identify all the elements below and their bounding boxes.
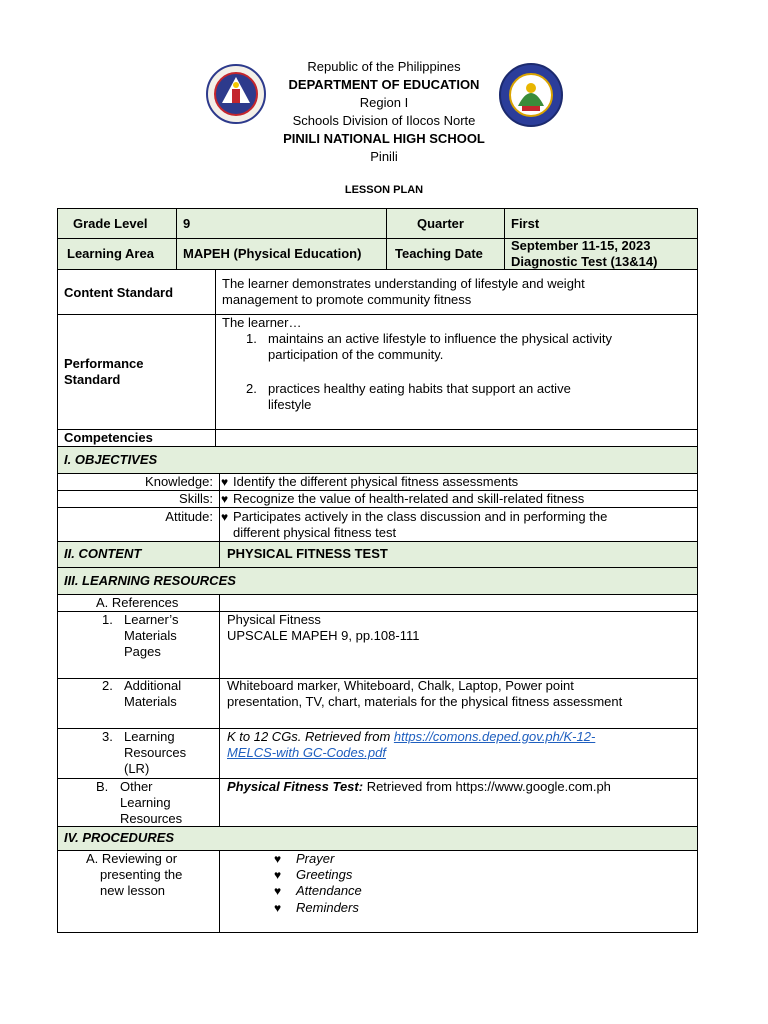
other-text-bold: Physical Fitness Test: [227, 779, 364, 794]
lr-link-1[interactable]: https://comons.deped.gov.ph/K-12- [393, 729, 596, 744]
procedure-a-label-3: new lesson [100, 883, 166, 898]
document-title: LESSON PLAN [344, 184, 424, 196]
header-region: Region I [359, 95, 409, 110]
other-text-rest: Retrieved from https://www.google.com.ph [363, 779, 611, 794]
lr-text-line-1 [227, 729, 595, 745]
procedure-bullet-icon: ♥ [274, 868, 282, 882]
learning-area-label: Learning Area [67, 246, 154, 261]
other-text [227, 779, 611, 795]
header-division: Schools Division of Ilocos Norte [292, 113, 476, 128]
other-label-1: Other [120, 779, 153, 794]
attitude-bullet-icon: ♥ [221, 510, 229, 524]
lm-label-2: Materials [124, 628, 177, 643]
header-department: DEPARTMENT OF EDUCATION [288, 77, 480, 92]
lr-label-1: Learning [124, 729, 175, 744]
lr-link-2[interactable]: MELCS-with GC-Codes.pdf [227, 745, 386, 760]
attitude-text-2: different physical fitness test [233, 525, 397, 540]
document-header [0, 58, 768, 166]
performance-item1-text-a: maintains an active lifestyle to influence the physical activity [268, 331, 612, 346]
lr-label-2: Resources [124, 745, 187, 760]
content-heading: II. CONTENT [64, 546, 142, 561]
learning-resources-heading: III. LEARNING RESOURCES [64, 573, 236, 588]
objectives-heading: I. OBJECTIVES [64, 452, 158, 467]
content-standard-text-2: management to promote community fitness [222, 292, 472, 307]
lm-number: 1. [102, 612, 113, 627]
lm-text-2: UPSCALE MAPEH 9, pp.108-111 [227, 628, 420, 643]
content-value: PHYSICAL FITNESS TEST [227, 546, 388, 561]
performance-item2-number: 2. [246, 381, 257, 396]
performance-item1-number: 1. [246, 331, 257, 346]
procedure-a-label-2: presenting the [100, 867, 183, 882]
knowledge-text: Identify the different physical fitness assessments [233, 474, 519, 489]
am-text-2: presentation, TV, chart, materials for the physical fitness assessment [227, 694, 623, 709]
procedure-item: Greetings [296, 867, 353, 882]
procedure-bullet-icon: ♥ [274, 901, 282, 915]
lr-number: 3. [102, 729, 113, 744]
attitude-text-1: Participates actively in the class discussion and in performing the [233, 509, 608, 524]
procedure-item: Reminders [296, 900, 359, 915]
performance-standard-label-1: Performance [64, 356, 144, 371]
lesson-plan-table [57, 270, 698, 933]
performance-intro: The learner… [222, 315, 302, 330]
procedure-item: Attendance [296, 883, 362, 898]
knowledge-bullet-icon: ♥ [221, 475, 229, 489]
other-letter: B. [96, 779, 109, 794]
skills-label: Skills: [179, 491, 213, 506]
am-label-1: Additional [124, 678, 182, 693]
references-label: A. References [96, 595, 179, 610]
header-republic: Republic of the Philippines [307, 59, 461, 74]
other-label-2: Learning [120, 795, 171, 810]
grade-level-value: 9 [183, 216, 191, 231]
attitude-label: Attitude: [165, 509, 213, 524]
teaching-date-label: Teaching Date [395, 246, 483, 261]
lm-text-1: Physical Fitness [227, 612, 321, 627]
procedures-heading: IV. PROCEDURES [64, 830, 175, 845]
procedure-bullet-icon: ♥ [274, 884, 282, 898]
skills-bullet-icon: ♥ [221, 492, 229, 506]
teaching-date-value-1: September 11-15, 2023 [511, 238, 651, 253]
content-standard-text-1: The learner demonstrates understanding of lifestyle and weight [222, 276, 585, 291]
performance-standard-label-2: Standard [64, 372, 121, 387]
procedure-item: Prayer [296, 851, 335, 866]
lm-label-3: Pages [124, 644, 161, 659]
grade-level-label: Grade Level [73, 216, 148, 231]
procedure-a-label-1: A. Reviewing or [86, 851, 178, 866]
performance-item2-text-b: lifestyle [268, 397, 312, 412]
quarter-value: First [511, 216, 540, 231]
performance-item2-text-a: practices healthy eating habits that support an active [268, 381, 571, 396]
lr-text-prefix: K to 12 CGs. Retrieved from [227, 729, 394, 744]
learning-area-value: MAPEH (Physical Education) [183, 246, 362, 261]
info-table [57, 208, 698, 270]
knowledge-label: Knowledge: [145, 474, 213, 489]
content-standard-label: Content Standard [64, 285, 174, 300]
am-label-2: Materials [124, 694, 177, 709]
header-school: PINILI NATIONAL HIGH SCHOOL [283, 131, 485, 146]
teaching-date-value-2: Diagnostic Test (13&14) [511, 254, 658, 269]
header-town: Pinili [370, 149, 398, 164]
lm-label-1: Learner’s [124, 612, 179, 627]
performance-item1-text-b: participation of the community. [268, 347, 444, 362]
am-number: 2. [102, 678, 113, 693]
am-text-1: Whiteboard marker, Whiteboard, Chalk, Laptop, Power point [227, 678, 574, 693]
other-label-3: Resources [120, 811, 183, 826]
procedure-bullet-icon: ♥ [274, 852, 282, 866]
lr-label-3: (LR) [124, 761, 150, 776]
skills-text: Recognize the value of health-related and skill-related fitness [233, 491, 585, 506]
competencies-label: Competencies [64, 430, 153, 445]
quarter-label: Quarter [417, 216, 464, 231]
